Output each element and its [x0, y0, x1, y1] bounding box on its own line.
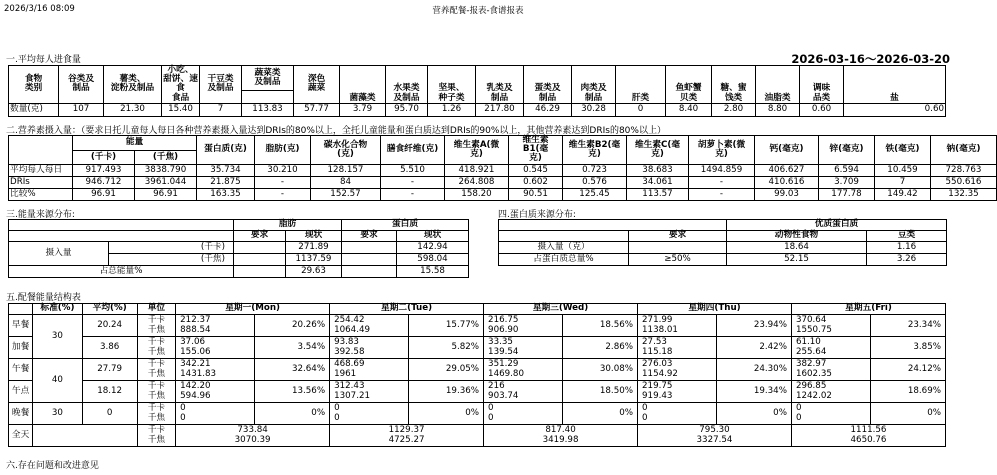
meal-kcal-value: 33.35 — [484, 337, 563, 348]
table-row — [9, 315, 946, 326]
table-row — [9, 381, 946, 392]
nutrient-value: 10.459 — [875, 164, 931, 176]
nutrients-table — [8, 135, 997, 201]
nutrient-value: - — [381, 188, 445, 200]
table-row — [9, 242, 469, 254]
category-header: 油脂类 — [756, 66, 800, 104]
kj-header: (千焦) — [135, 150, 197, 164]
intake-value: 113.83 — [242, 103, 294, 116]
nutrient-value: - — [689, 188, 755, 200]
meal-kcal-value: 312.43 — [330, 381, 409, 392]
nutrient-header: 维生素A(微 克) — [445, 136, 509, 165]
meal-kj-value: 0 — [638, 414, 717, 425]
protein-value: 52.15 — [727, 254, 867, 266]
nutrient-header: 蛋白质(克) — [197, 136, 255, 165]
nutrient-value: 0.602 — [509, 176, 563, 188]
nutrient-header: 脂肪(克) — [255, 136, 311, 165]
meal-kcal-value: 351.29 — [484, 359, 563, 370]
kj-label: 千焦 — [137, 348, 175, 359]
table-row — [499, 254, 947, 266]
nutrient-value: 410.616 — [755, 176, 819, 188]
required-header: 要求 — [234, 231, 286, 242]
meal-pct-value: 32.64% — [255, 359, 330, 381]
meal-pct-value: 3.85% — [871, 337, 946, 359]
unit-header: 单位 — [137, 304, 175, 315]
nutrient-header: 钠(毫克) — [931, 136, 997, 165]
protein-value: 18.64 — [727, 242, 867, 254]
nutrient-value: 550.616 — [931, 176, 997, 188]
unit-label: (千焦) — [109, 254, 234, 266]
nutrient-value: 3961.044 — [135, 176, 197, 188]
row-label: 比较% — [9, 188, 73, 200]
blank-cell — [9, 231, 234, 242]
meal-pct-value: 29.05% — [409, 359, 484, 381]
nutrient-value: 132.35 — [931, 188, 997, 200]
nutrient-value: 152.57 — [311, 188, 381, 200]
pct-label: 占总能量% — [9, 266, 234, 278]
intake-value: 95.70 — [386, 103, 428, 116]
nutrient-value: - — [255, 176, 311, 188]
meal-pct-value: 18.50% — [563, 381, 638, 403]
intake-value: 0 — [616, 103, 666, 116]
bean-header: 豆类 — [867, 231, 947, 242]
nutrient-value: 99.03 — [755, 188, 819, 200]
table-row — [9, 220, 469, 231]
blank-cell — [499, 231, 629, 242]
table-row — [9, 231, 469, 242]
meal-pct-value: 20.26% — [255, 315, 330, 337]
blank-cell — [242, 91, 294, 104]
meal-kcal-value: 142.20 — [176, 381, 255, 392]
meal-pct-value: 18.69% — [871, 381, 946, 403]
total-kcal-value: 817.40 — [484, 425, 638, 436]
current-header: 现状 — [397, 231, 469, 242]
table-row — [9, 136, 997, 151]
intake-label: 摄入量 — [9, 242, 109, 266]
meal-kj-value: 1961 — [330, 370, 409, 381]
table-row — [9, 103, 946, 116]
table-row — [9, 403, 946, 414]
energy-value — [342, 254, 397, 266]
meal-kcal-value: 61.10 — [791, 337, 870, 348]
category-header: 调味 品类 — [800, 66, 844, 104]
nutrient-value: - — [255, 188, 311, 200]
meal-kj-value: 1431.83 — [176, 370, 255, 381]
intake-value: 21.30 — [104, 103, 162, 116]
meal-pct-value: 23.34% — [871, 315, 946, 337]
total-label: 全天 — [9, 425, 33, 447]
row-label: 数量(克) — [9, 103, 59, 116]
total-kcal-value: 1129.37 — [330, 425, 484, 436]
intake-value: 107 — [59, 103, 104, 116]
table-row — [499, 220, 947, 231]
meal-name: 早餐 — [9, 315, 33, 337]
meal-kcal-value: 370.64 — [791, 315, 870, 326]
kcal-label: 千卡 — [137, 359, 175, 370]
meal-kcal-value: 0 — [638, 403, 717, 414]
blank-cell — [33, 425, 137, 447]
meal-kcal-value: 216 — [484, 381, 563, 392]
category-header: 薯类、 淀粉及制品 — [104, 66, 162, 104]
meal-pct-value: 3.54% — [255, 337, 330, 359]
section-protein-source-title: 四.蛋白质来源分布: — [498, 210, 576, 220]
meal-pct-value: 2.86% — [563, 337, 638, 359]
std-header: 标准(%) — [33, 304, 82, 315]
blank-cell — [9, 220, 234, 231]
intake-value: 1.26 — [428, 103, 476, 116]
meal-kcal-value: 0 — [176, 403, 255, 414]
fat-header: 脂肪 — [234, 220, 342, 231]
total-kcal-value: 1111.56 — [791, 425, 945, 436]
table-row — [9, 436, 946, 447]
kj-label: 千焦 — [137, 370, 175, 381]
total-kj-value: 4725.27 — [330, 436, 484, 447]
nutrient-value: 96.91 — [73, 188, 135, 200]
table-row — [9, 188, 997, 200]
table-row — [9, 164, 997, 176]
meal-kcal-value: 382.97 — [791, 359, 870, 370]
kcal-label: 千卡 — [137, 315, 175, 326]
meal-std: 30 — [33, 403, 82, 425]
meal-kcal-value: 468.69 — [330, 359, 409, 370]
category-header: 肝类 — [616, 66, 666, 104]
category-header: 深色 蔬菜 — [294, 66, 340, 104]
meal-pct-value: 23.94% — [717, 315, 792, 337]
nutrient-header: 碳水化合物 (克) — [311, 136, 381, 165]
section-meals-title: 五.配餐能量结构表 — [6, 293, 81, 303]
meal-kj-value: 1138.01 — [638, 326, 717, 337]
energy-value: 142.94 — [397, 242, 469, 254]
energy-value: 29.63 — [286, 266, 342, 278]
protein-value: ≥50% — [629, 254, 727, 266]
date-range: 2026-03-16～2026-03-20 — [791, 52, 950, 66]
meal-kj-value: 255.64 — [791, 348, 870, 359]
nutrient-value: 3.709 — [819, 176, 875, 188]
row-label: 占蛋白质总量% — [499, 254, 629, 266]
nutrient-value: 84 — [311, 176, 381, 188]
meal-pct-value: 2.42% — [717, 337, 792, 359]
meal-avg: 18.12 — [82, 381, 137, 403]
nutrient-value: 149.42 — [875, 188, 931, 200]
intake-table — [8, 65, 946, 117]
energy-value: 271.89 — [286, 242, 342, 254]
meal-kj-value: 1242.02 — [791, 392, 870, 403]
section-intake-title: 一.平均每人进食量 — [6, 55, 81, 65]
animal-food-header: 动物性食物 — [727, 231, 867, 242]
nutrient-value: 163.35 — [197, 188, 255, 200]
meal-pct-value: 0% — [563, 403, 638, 425]
report-title: 营养配餐-报表-食谱报表 — [432, 6, 524, 16]
nutrient-value: 128.157 — [311, 164, 381, 176]
meal-pct-value: 0% — [255, 403, 330, 425]
nutrient-value: 113.57 — [627, 188, 689, 200]
day-header: 星期四(Thu) — [638, 304, 792, 315]
energy-value — [234, 242, 286, 254]
intake-value: 217.80 — [476, 103, 524, 116]
protein-value — [629, 242, 727, 254]
table-row — [9, 176, 997, 188]
nutrient-value: 21.875 — [197, 176, 255, 188]
kcal-header: (千卡) — [73, 150, 135, 164]
intake-value: 8.80 — [756, 103, 800, 116]
table-row — [9, 266, 469, 278]
meal-name: 午点 — [9, 381, 33, 403]
category-header: 鱼虾蟹 贝类 — [666, 66, 712, 104]
meal-kcal-value: 296.85 — [791, 381, 870, 392]
meal-kcal-value: 254.42 — [330, 315, 409, 326]
total-kcal-value: 795.30 — [638, 425, 792, 436]
meal-pct-value: 0% — [717, 403, 792, 425]
meal-kj-value: 139.54 — [484, 348, 563, 359]
meal-kj-value: 1064.49 — [330, 326, 409, 337]
row-label: 摄入量（克） — [499, 242, 629, 254]
meal-kj-value: 1307.21 — [330, 392, 409, 403]
kj-label: 千焦 — [137, 392, 175, 403]
protein-source-table — [498, 219, 947, 266]
meal-kj-value: 155.06 — [176, 348, 255, 359]
section-nutrients-title: 二.营养素摄入量：（要求日托儿童每人每日各种营养素摄入量达到DRIs的80%以上，全托儿童能量和蛋白质达到DRIs的90%以上，其他营养素达到DRIs的80%以上） — [6, 126, 666, 136]
nutrient-value: 5.510 — [381, 164, 445, 176]
current-header: 现状 — [286, 231, 342, 242]
kcal-label: 千卡 — [137, 403, 175, 414]
intake-value: 57.77 — [294, 103, 340, 116]
quality-protein-header: 优质蛋白质 — [727, 220, 947, 231]
nutrient-value: 125.45 — [563, 188, 627, 200]
table-row — [499, 231, 947, 242]
meal-kj-value: 1154.92 — [638, 370, 717, 381]
day-header: 星期二(Tue) — [330, 304, 484, 315]
total-kj-value: 3327.54 — [638, 436, 792, 447]
meal-std: 30 — [33, 315, 82, 359]
meal-pct-value: 0% — [871, 403, 946, 425]
nutrient-header: 维生素B2(毫 克) — [563, 136, 627, 165]
meal-kcal-value: 212.37 — [176, 315, 255, 326]
row-label: DRIs — [9, 176, 73, 188]
table-row — [9, 337, 946, 348]
section-energy-source-title: 三.能量来源分布: — [6, 210, 75, 220]
protein-value: 3.26 — [867, 254, 947, 266]
meal-kj-value: 906.90 — [484, 326, 563, 337]
nutrient-value: 406.627 — [755, 164, 819, 176]
category-header: 坚果、 种子类 — [428, 66, 476, 104]
category-header: 蛋类及 制品 — [524, 66, 572, 104]
intake-value: 30.28 — [572, 103, 616, 116]
meal-kcal-value: 0 — [791, 403, 870, 414]
meal-pct-value: 24.30% — [717, 359, 792, 381]
meal-kcal-value: 0 — [330, 403, 409, 414]
energy-value — [342, 266, 397, 278]
nutrient-header: 维生素C(毫 克) — [627, 136, 689, 165]
meal-kcal-value: 276.03 — [638, 359, 717, 370]
intake-value: 7 — [200, 103, 242, 116]
nutrient-value: 0.545 — [509, 164, 563, 176]
kcal-label: 千卡 — [137, 425, 175, 436]
intake-value: 46.29 — [524, 103, 572, 116]
table-row — [9, 66, 946, 91]
print-timestamp: 2026/3/16 08:09 — [4, 4, 75, 14]
category-header: 菌藻类 — [340, 66, 386, 104]
protein-header: 蛋白质 — [342, 220, 469, 231]
nutrient-value: 7 — [875, 176, 931, 188]
meal-pct-value: 13.56% — [255, 381, 330, 403]
meal-pct-value: 19.36% — [409, 381, 484, 403]
category-header: 小吃、 甜饼、速食 食品 — [163, 65, 198, 103]
nutrient-value: 418.921 — [445, 164, 509, 176]
intake-value: 2.80 — [712, 103, 756, 116]
energy-value — [234, 254, 286, 266]
required-header: 要求 — [342, 231, 397, 242]
energy-value: 15.58 — [397, 266, 469, 278]
meal-kcal-value: 37.06 — [176, 337, 255, 348]
meal-kj-value: 1602.35 — [791, 370, 870, 381]
intake-value: 8.40 — [666, 103, 712, 116]
category-header: 水果类 及制品 — [386, 66, 428, 104]
row-label: 平均每人每日 — [9, 164, 73, 176]
nutrient-value: 34.061 — [627, 176, 689, 188]
energy-value: 598.04 — [397, 254, 469, 266]
nutrient-header: 膳食纤维(克) — [381, 136, 445, 165]
total-kcal-value: 733.84 — [176, 425, 330, 436]
meal-kcal-value: 219.75 — [638, 381, 717, 392]
blank-cell — [499, 220, 727, 231]
nutrient-header: 胡萝卜素(微 克) — [689, 136, 755, 165]
meal-kcal-value: 271.99 — [638, 315, 717, 326]
meal-avg: 27.79 — [82, 359, 137, 381]
nutrient-value: 0.723 — [563, 164, 627, 176]
nutrient-value: 38.683 — [627, 164, 689, 176]
section-issues-title: 六.存在问题和改进意见 — [6, 461, 99, 471]
nutrient-header: 锌(毫克) — [819, 136, 875, 165]
nutrient-value: 158.20 — [445, 188, 509, 200]
intake-value: 15.40 — [162, 103, 200, 116]
total-kj-value: 3070.39 — [176, 436, 330, 447]
category-header: 糖、蜜 饯类 — [712, 66, 756, 104]
category-header: 盐 — [844, 66, 946, 104]
nutrient-value: 96.91 — [135, 188, 197, 200]
meal-pct-value: 19.34% — [717, 381, 792, 403]
energy-value: 1137.59 — [286, 254, 342, 266]
nutrient-value: 0.576 — [563, 176, 627, 188]
nutrient-header: 钙(毫克) — [755, 136, 819, 165]
day-header: 星期一(Mon) — [176, 304, 330, 315]
unit-label: (千卡) — [109, 242, 234, 254]
meal-avg: 20.24 — [82, 315, 137, 337]
nutrient-header: 维生素B1(毫 克) — [509, 136, 563, 165]
meal-name: 加餐 — [9, 337, 33, 359]
meal-kj-value: 594.96 — [176, 392, 255, 403]
nutrient-value: 1494.859 — [689, 164, 755, 176]
meal-pct-value: 24.12% — [871, 359, 946, 381]
meal-name: 午餐 — [9, 359, 33, 381]
meal-kj-value: 115.18 — [638, 348, 717, 359]
intake-value: 0.60 — [844, 103, 946, 116]
nutrient-value: 30.210 — [255, 164, 311, 176]
meal-kcal-value: 342.21 — [176, 359, 255, 370]
meal-kcal-value: 216.75 — [484, 315, 563, 326]
table-row — [9, 359, 946, 370]
blank-cell — [9, 136, 73, 165]
energy-value — [234, 266, 286, 278]
meal-kj-value: 903.74 — [484, 392, 563, 403]
meal-avg: 0 — [82, 403, 137, 425]
meal-kcal-value: 93.83 — [330, 337, 409, 348]
nutrient-value: 946.712 — [73, 176, 135, 188]
nutrient-value: 728.763 — [931, 164, 997, 176]
meal-pct-value: 18.56% — [563, 315, 638, 337]
kj-label: 千焦 — [137, 326, 175, 337]
kcal-label: 千卡 — [137, 381, 175, 392]
nutrient-value: 264.808 — [445, 176, 509, 188]
meal-kj-value: 0 — [791, 414, 870, 425]
food-category-header: 食物 类别 — [9, 66, 59, 104]
blank-cell — [9, 304, 33, 315]
meal-kcal-value: 27.53 — [638, 337, 717, 348]
kj-label: 千焦 — [137, 414, 175, 425]
nutrient-value: 90.51 — [509, 188, 563, 200]
table-row — [9, 425, 946, 436]
nutrient-value: 3838.790 — [135, 164, 197, 176]
nutrient-value: 35.734 — [197, 164, 255, 176]
required-header: 要求 — [629, 231, 727, 242]
nutrient-value: 6.594 — [819, 164, 875, 176]
meal-pct-value: 5.82% — [409, 337, 484, 359]
table-row — [9, 304, 946, 315]
meal-pct-value: 30.08% — [563, 359, 638, 381]
nutrient-header: 铁(毫克) — [875, 136, 931, 165]
meal-pct-value: 15.77% — [409, 315, 484, 337]
energy-value — [342, 242, 397, 254]
kj-label: 千焦 — [137, 436, 175, 447]
intake-value: 0.60 — [800, 103, 844, 116]
meal-name: 晚餐 — [9, 403, 33, 425]
day-header: 星期三(Wed) — [484, 304, 638, 315]
total-kj-value: 4650.76 — [791, 436, 945, 447]
meal-std: 40 — [33, 359, 82, 403]
meal-kj-value: 919.43 — [638, 392, 717, 403]
total-kj-value: 3419.98 — [484, 436, 638, 447]
avg-header: 平均(%) — [82, 304, 137, 315]
category-header: 乳类及 制品 — [476, 66, 524, 104]
energy-header: 能量 — [73, 136, 197, 151]
category-header: 谷类及 制品 — [59, 66, 104, 104]
meal-kj-value: 888.54 — [176, 326, 255, 337]
nutrient-value: - — [689, 176, 755, 188]
nutrient-value: - — [381, 176, 445, 188]
meal-kj-value: 0 — [484, 414, 563, 425]
kcal-label: 千卡 — [137, 337, 175, 348]
meal-kj-value: 0 — [176, 414, 255, 425]
day-header: 星期五(Fri) — [791, 304, 945, 315]
intake-value: 3.79 — [340, 103, 386, 116]
meals-table — [8, 303, 946, 447]
category-header: 干豆类 及制品 — [200, 66, 242, 104]
table-row — [499, 242, 947, 254]
meal-kj-value: 1469.80 — [484, 370, 563, 381]
meal-pct-value: 0% — [409, 403, 484, 425]
category-header: 肉类及 制品 — [572, 66, 616, 104]
meal-avg: 3.86 — [82, 337, 137, 359]
meal-kj-value: 392.58 — [330, 348, 409, 359]
category-header: 蔬菜类 及制品 — [242, 66, 294, 91]
nutrient-value: 917.493 — [73, 164, 135, 176]
meal-kcal-value: 0 — [484, 403, 563, 414]
nutrient-value: 177.78 — [819, 188, 875, 200]
energy-source-table — [8, 219, 469, 278]
protein-value: 1.16 — [867, 242, 947, 254]
meal-kj-value: 1550.75 — [791, 326, 870, 337]
meal-kj-value: 0 — [330, 414, 409, 425]
